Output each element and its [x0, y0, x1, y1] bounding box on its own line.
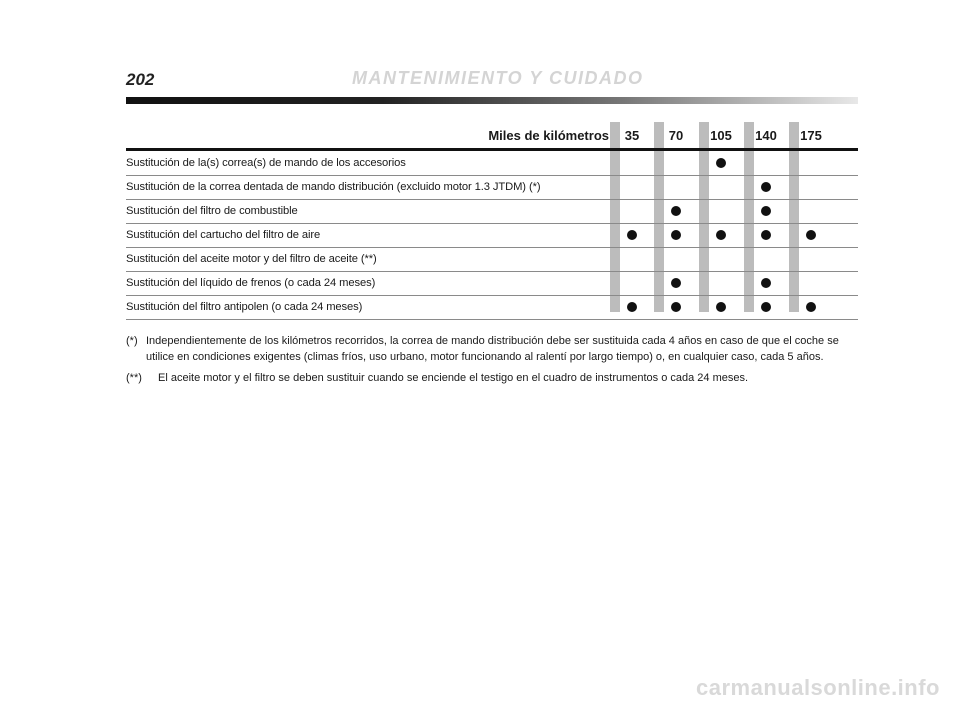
km-column-header: 175: [800, 128, 822, 143]
service-dot: [671, 230, 681, 240]
km-column-header: 105: [710, 128, 732, 143]
km-column-header: 70: [668, 128, 684, 143]
service-dot: [627, 230, 637, 240]
table-row: [126, 200, 858, 224]
header-divider: [126, 148, 858, 151]
service-dot: [716, 302, 726, 312]
row-label: Sustitución del filtro antipolen (o cada 24 meses): [126, 301, 363, 313]
km-column-header: 35: [624, 128, 640, 143]
table-row: [126, 224, 858, 248]
service-dot: [671, 206, 681, 216]
service-dot: [806, 302, 816, 312]
table-row: [126, 272, 858, 296]
row-label: Sustitución de la(s) correa(s) de mando de los accesorios: [126, 157, 406, 169]
row-label: Sustitución del aceite motor y del filtro de aceite (**): [126, 253, 377, 265]
service-dot: [716, 158, 726, 168]
footnote: [126, 370, 858, 386]
row-label: Sustitución de la correa dentada de mando distribución (excluido motor 1.3 JTDM) (*): [126, 181, 541, 193]
service-dot: [671, 278, 681, 288]
km-column-header: 140: [755, 128, 777, 143]
table-row: [126, 152, 858, 176]
footnote-text: Independientemente de los kilómetros recorridos, la correa de mando distribución debe ser sustituida cada 4 años en caso de que el coche se utilice en condiciones exigentes (climas fríos, uso urbano, motor funcionando al ralentí por largo tiempo) o, en cualquier caso, cada 5 años.: [146, 335, 839, 363]
service-dot: [627, 302, 637, 312]
table-row: [126, 296, 858, 320]
service-dot: [806, 230, 816, 240]
service-dot: [761, 182, 771, 192]
footnotes: [126, 333, 858, 391]
service-dot: [716, 230, 726, 240]
service-dot: [761, 206, 771, 216]
table-header: [126, 122, 858, 148]
service-dot: [761, 230, 771, 240]
page-title: MANTENIMIENTO Y CUIDADO: [352, 68, 644, 88]
footnote-mark: (*): [126, 335, 138, 347]
service-dot: [761, 278, 771, 288]
table-row: [126, 176, 858, 200]
service-dot: [671, 302, 681, 312]
km-header-label: Miles de kilómetros: [488, 128, 609, 143]
table-row: [126, 248, 858, 272]
header-rule: [126, 97, 858, 104]
service-dot: [761, 302, 771, 312]
watermark: carmanualsonline.info: [696, 675, 940, 700]
footnote: [126, 333, 858, 365]
row-label: Sustitución del filtro de combustible: [126, 205, 298, 217]
row-label: Sustitución del cartucho del filtro de aire: [126, 229, 321, 241]
footnote-text: El aceite motor y el filtro se deben sustituir cuando se enciende el testigo en el cuadro de instrumentos o cada 24 meses.: [158, 372, 749, 384]
footnote-mark: (**): [126, 372, 142, 384]
row-label: Sustitución del líquido de frenos (o cada 24 meses): [126, 277, 376, 289]
page-number: 202: [126, 70, 155, 89]
